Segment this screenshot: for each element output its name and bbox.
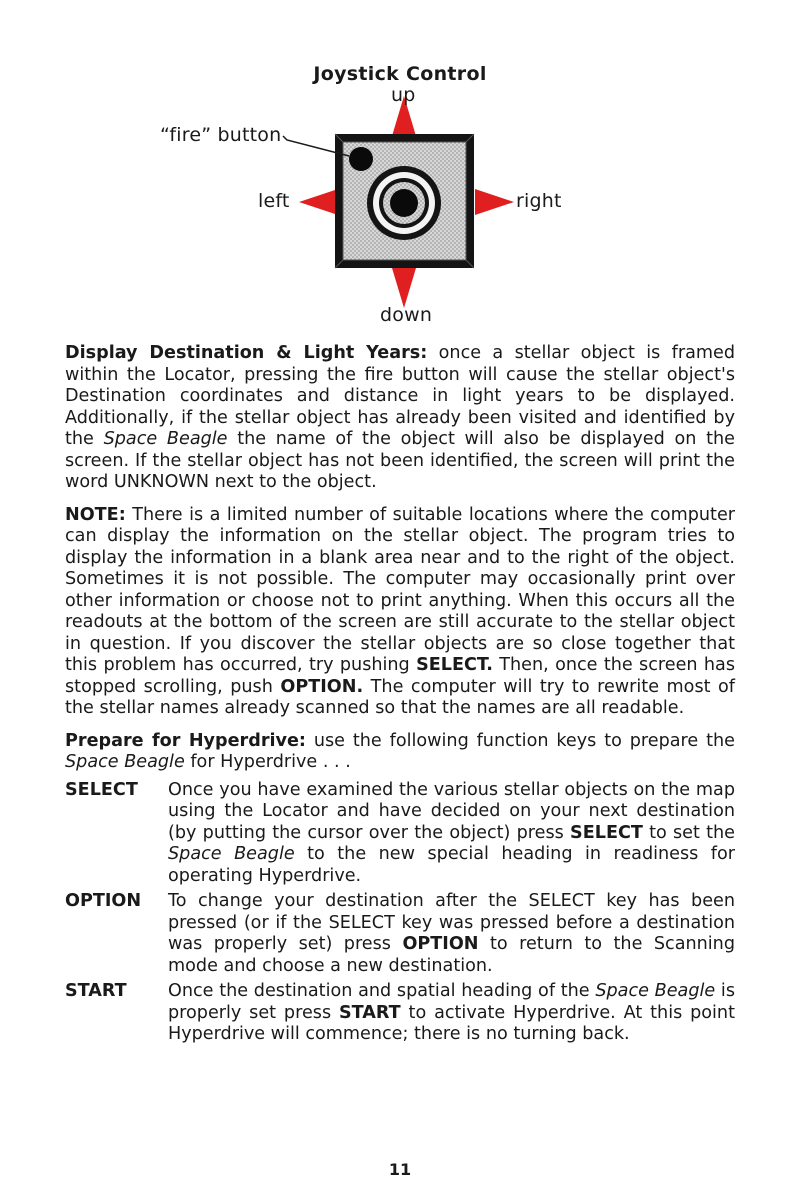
up-label: up — [391, 84, 416, 106]
key-desc-text: to activate Hyperdrive. At this point Hyperdrive will commence; there is no turning back. — [168, 1002, 735, 1044]
paragraph-text: once a stellar object is framed within the Locator, pressing the fire button will cause the stellar object's Destination coordinates and distance in light years to be displayed. Additionally, if the stellar object has already been visited and identified by the — [65, 343, 735, 449]
paragraph-prepare-hyperdrive — [65, 731, 735, 774]
start-key-text: START — [338, 1002, 401, 1023]
key-row-option — [65, 891, 735, 977]
key-name-select: SELECT — [65, 779, 138, 800]
key-desc-text: Once the destination and spatial heading of the — [168, 981, 596, 1001]
paragraph-text: Then, once the screen has stopped scrolling, push — [65, 655, 735, 697]
paragraph-text: for Hyperdrive . . . — [184, 752, 351, 772]
function-keys-list — [65, 780, 735, 1046]
key-desc-select — [168, 780, 735, 888]
key-desc-text: to set the — [642, 822, 735, 843]
paragraph-note — [65, 505, 735, 720]
ship-name: Space Beagle — [65, 752, 185, 772]
key-desc-text: Once you have examined the various stellar objects on the map using the Locator and have decided on your next destination (by putting the cursor over the object) press — [168, 779, 735, 843]
key-row-select — [65, 780, 735, 888]
down-arrow — [392, 268, 416, 308]
ship-name: Space Beagle — [595, 981, 716, 1001]
down-label: down — [380, 304, 433, 326]
display-destination-heading: Display Destination & Light Years: — [65, 343, 428, 363]
option-key-text: OPTION. — [280, 676, 364, 697]
key-name-start: START — [65, 981, 127, 1001]
prepare-hyperdrive-heading: Prepare for Hyperdrive: — [65, 730, 306, 751]
page-number: 11 — [388, 1160, 412, 1179]
left-label: left — [258, 190, 290, 212]
paragraph-display-destination — [65, 343, 735, 494]
paragraph-text: use the following function keys to prepare the — [305, 730, 735, 751]
joystick-illustration — [0, 0, 800, 335]
paragraph-text: There is a limited number of suitable locations where the computer can display the information on the stellar object. The program tries to display the information in a blank area near and to the right of the object. Sometimes it is not possible. The computer may occasionally print over other information or choose not to print anything. When this occurs all the readouts at the bottom of the screen are still accurate to the stellar object in question. If you discover the stellar objects are so close together that this problem has occurred, try pushing — [65, 504, 735, 675]
select-key-text: SELECT — [570, 822, 643, 843]
fire-button-label: “fire” button — [160, 124, 282, 146]
note-heading: NOTE: — [65, 504, 126, 525]
paragraph-text: the name of the object will also be displayed on the screen. If the stellar object has not been identified, the screen will print the word UNKNOWN next to the object. — [65, 429, 736, 492]
diagram-title: Joystick Control — [313, 63, 487, 85]
left-arrow — [299, 189, 338, 215]
key-desc-option — [168, 891, 735, 977]
key-desc-text: to return to the Scanning mode and choose a new destination. — [168, 934, 735, 976]
key-desc-text: to the new special heading in readiness for operating Hyperdrive. — [168, 844, 735, 886]
fire-button-icon — [349, 147, 373, 171]
joystick-stick — [367, 166, 441, 240]
right-label: right — [516, 190, 562, 212]
ship-name: Space Beagle — [103, 429, 228, 449]
right-arrow — [475, 189, 514, 215]
body-text — [65, 343, 735, 1050]
key-desc-text: is properly set press — [168, 981, 735, 1023]
joystick-diagram — [0, 0, 800, 335]
key-name-option: OPTION — [65, 891, 142, 911]
option-key-text: OPTION — [402, 934, 479, 954]
key-row-start — [65, 981, 735, 1046]
key-desc-text: To change your destination after the SELECT key has been pressed (or if the SELECT key was pressed before a destination was properly set) press — [168, 891, 735, 954]
key-desc-start — [168, 981, 735, 1046]
select-key-text: SELECT. — [416, 655, 493, 675]
ship-name: Space Beagle — [168, 844, 295, 864]
paragraph-text: The computer will try to rewrite most of the stellar names already scanned so that the names are all readable. — [65, 676, 735, 718]
